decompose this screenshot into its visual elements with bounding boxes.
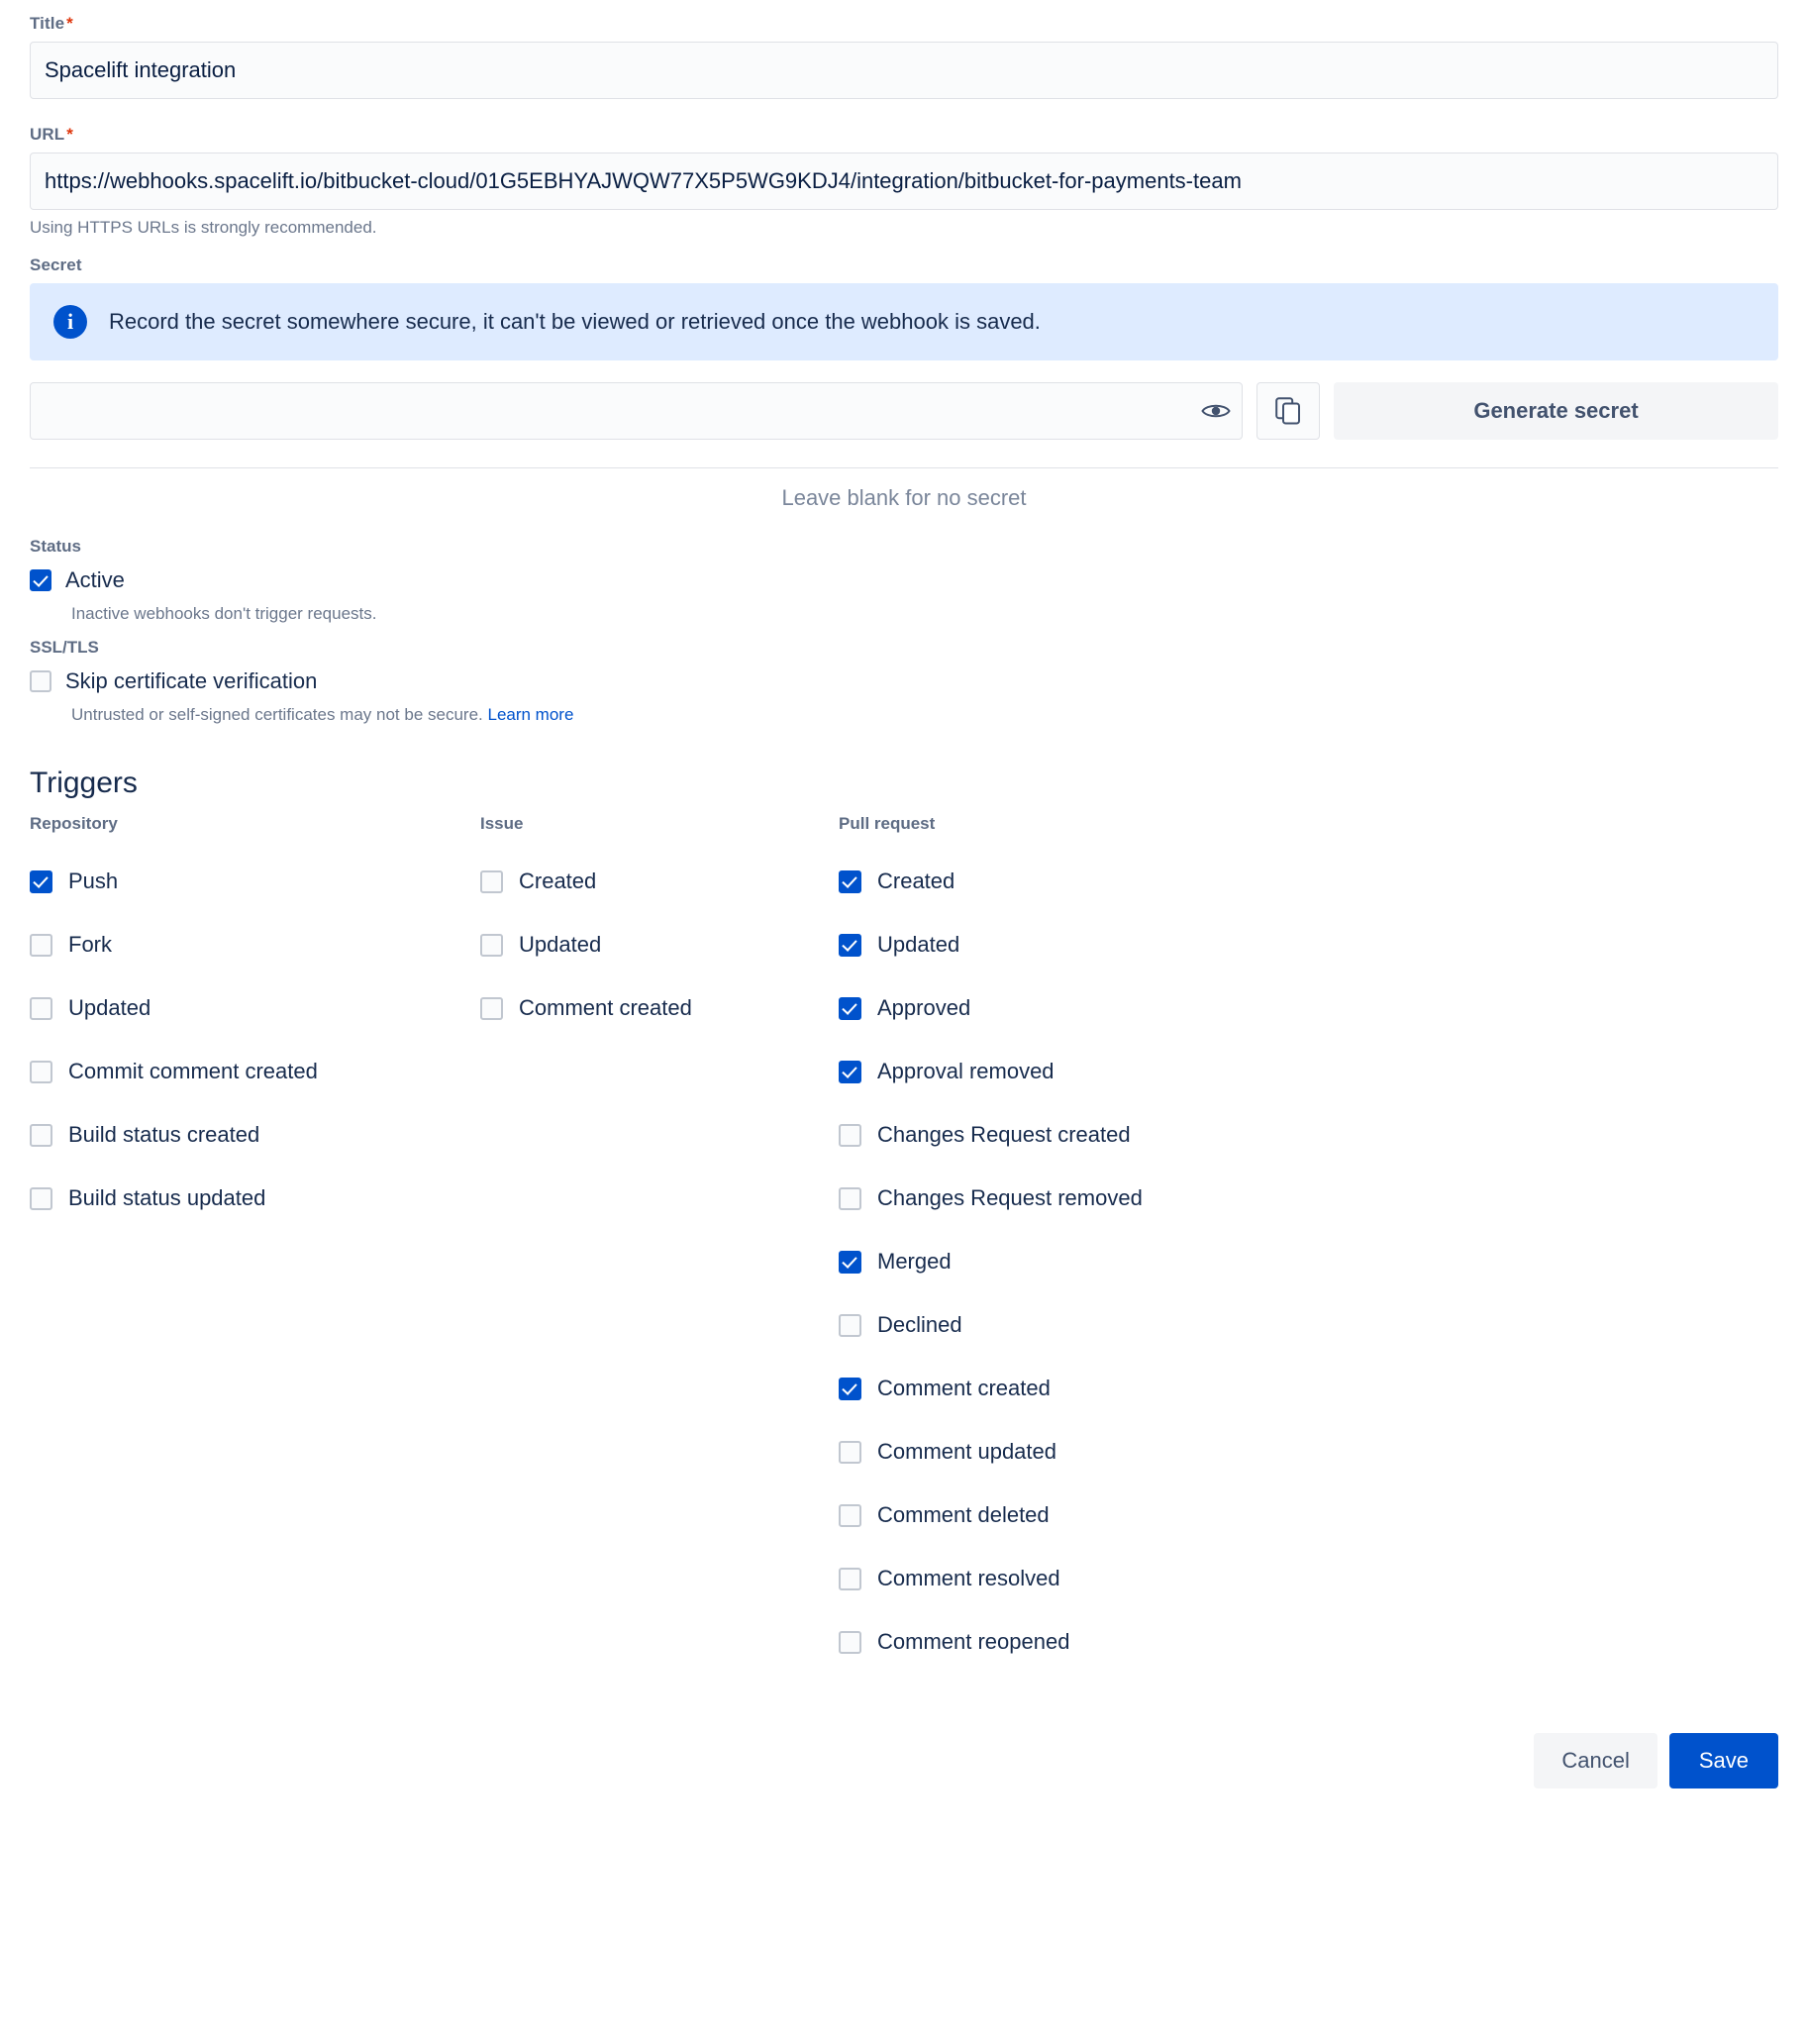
trigger-checkbox-pr-declined[interactable]: [839, 1314, 861, 1337]
trigger-row[interactable]: [839, 1167, 1433, 1230]
trigger-label[interactable]: Created: [519, 869, 597, 893]
trigger-label[interactable]: Comment created: [877, 1376, 1051, 1400]
trigger-row[interactable]: [839, 1547, 1433, 1610]
trigger-row[interactable]: [839, 1420, 1433, 1483]
status-group: [30, 537, 1778, 624]
skip-cert-row[interactable]: [30, 660, 1778, 703]
secret-input[interactable]: [30, 382, 1243, 440]
trigger-label[interactable]: Changes Request created: [877, 1122, 1131, 1147]
trigger-checkbox-repository-updated[interactable]: [30, 997, 52, 1020]
trigger-checkbox-pr-changes-request-removed[interactable]: [839, 1187, 861, 1210]
trigger-label[interactable]: Updated: [68, 995, 151, 1020]
trigger-label[interactable]: Created: [877, 869, 955, 893]
trigger-label[interactable]: Fork: [68, 932, 112, 957]
column-header-issue: Issue: [480, 814, 524, 833]
learn-more-link[interactable]: Learn more: [487, 705, 574, 724]
trigger-checkbox-issue-updated[interactable]: [480, 934, 503, 957]
trigger-row[interactable]: [30, 976, 480, 1040]
trigger-label[interactable]: Build status updated: [68, 1185, 266, 1210]
title-required-marker: *: [66, 14, 73, 33]
trigger-label[interactable]: Comment reopened: [877, 1629, 1070, 1654]
trigger-label[interactable]: Comment resolved: [877, 1566, 1060, 1590]
trigger-row[interactable]: [839, 1103, 1433, 1167]
trigger-checkbox-pr-merged[interactable]: [839, 1251, 861, 1274]
trigger-row[interactable]: [30, 1103, 480, 1167]
trigger-checkbox-pr-changes-request-created[interactable]: [839, 1124, 861, 1147]
trigger-row[interactable]: [839, 1230, 1433, 1293]
leave-blank-divider: [30, 463, 1778, 510]
generate-secret-button[interactable]: Generate secret: [1334, 382, 1778, 440]
trigger-row[interactable]: [480, 976, 839, 1040]
secret-label: Secret: [30, 256, 82, 274]
trigger-label[interactable]: Build status created: [68, 1122, 260, 1147]
copy-icon[interactable]: [1256, 382, 1320, 440]
skip-certificate-label[interactable]: Skip certificate verification: [65, 668, 318, 693]
trigger-checkbox-pr-comment-created[interactable]: [839, 1378, 861, 1400]
trigger-checkbox-pr-comment-resolved[interactable]: [839, 1568, 861, 1590]
active-checkbox[interactable]: [30, 569, 51, 591]
ssl-help-sentence: Untrusted or self-signed certificates may not be secure.: [71, 705, 483, 724]
trigger-checkbox-repository-commit-comment-created[interactable]: [30, 1061, 52, 1083]
trigger-label[interactable]: Merged: [877, 1249, 952, 1274]
column-header-pull-request: Pull request: [839, 814, 936, 833]
trigger-row[interactable]: [839, 1293, 1433, 1357]
trigger-row[interactable]: [839, 1040, 1433, 1103]
triggers-column-repository: [30, 814, 480, 1230]
title-label: [30, 14, 1778, 34]
trigger-row[interactable]: [480, 850, 839, 913]
active-label[interactable]: Active: [65, 567, 125, 592]
url-input[interactable]: [30, 153, 1778, 210]
ssl-help-text: [71, 703, 1778, 725]
trigger-label[interactable]: Push: [68, 869, 119, 893]
leave-blank-text: Leave blank for no secret: [781, 485, 1027, 510]
url-field-group: [30, 125, 1778, 238]
trigger-row[interactable]: [480, 913, 839, 976]
status-label: Status: [30, 537, 81, 556]
trigger-label[interactable]: Comment created: [519, 995, 692, 1020]
triggers-heading: Triggers: [30, 766, 138, 799]
title-field-group: [30, 14, 1778, 99]
trigger-label[interactable]: Comment deleted: [877, 1502, 1050, 1527]
trigger-checkbox-pr-updated[interactable]: [839, 934, 861, 957]
ssl-group: [30, 638, 1778, 725]
trigger-label[interactable]: Changes Request removed: [877, 1185, 1143, 1210]
trigger-label[interactable]: Updated: [519, 932, 602, 957]
status-active-row[interactable]: [30, 559, 1778, 602]
trigger-label[interactable]: Approval removed: [877, 1059, 1055, 1083]
trigger-row[interactable]: [30, 913, 480, 976]
triggers-column-issue: [480, 814, 839, 1040]
secret-info-text: Record the secret somewhere secure, it can't be viewed or retrieved once the webhook is saved.: [109, 309, 1041, 334]
trigger-checkbox-issue-comment-created[interactable]: [480, 997, 503, 1020]
url-label-text: URL: [30, 125, 65, 144]
form-actions: [30, 1674, 1778, 1816]
triggers-column-pull-request: [839, 814, 1433, 1674]
trigger-checkbox-repository-push[interactable]: [30, 870, 52, 893]
trigger-checkbox-pr-created[interactable]: [839, 870, 861, 893]
trigger-label[interactable]: Updated: [877, 932, 960, 957]
trigger-row[interactable]: [839, 1357, 1433, 1420]
url-helper-text: Using HTTPS URLs is strongly recommended.: [30, 218, 377, 237]
skip-certificate-checkbox[interactable]: [30, 670, 51, 692]
trigger-row[interactable]: [839, 1483, 1433, 1547]
eye-icon[interactable]: [1199, 394, 1233, 428]
trigger-row[interactable]: [839, 976, 1433, 1040]
trigger-label[interactable]: Approved: [877, 995, 971, 1020]
trigger-checkbox-pr-comment-deleted[interactable]: [839, 1504, 861, 1527]
status-help-text: Inactive webhooks don't trigger requests.: [71, 604, 377, 623]
cancel-button[interactable]: Cancel: [1534, 1733, 1657, 1788]
trigger-checkbox-pr-comment-updated[interactable]: [839, 1441, 861, 1464]
trigger-checkbox-repository-build-status-updated[interactable]: [30, 1187, 52, 1210]
trigger-row[interactable]: [839, 913, 1433, 976]
trigger-checkbox-pr-approval-removed[interactable]: [839, 1061, 861, 1083]
secret-field-group: [30, 256, 1778, 510]
trigger-checkbox-repository-fork[interactable]: [30, 934, 52, 957]
trigger-row[interactable]: [839, 850, 1433, 913]
trigger-row[interactable]: [30, 1167, 480, 1230]
save-button[interactable]: Save: [1669, 1733, 1778, 1788]
url-label: [30, 125, 1778, 145]
url-required-marker: *: [66, 125, 73, 144]
trigger-row[interactable]: [30, 1040, 480, 1103]
column-header-repository: Repository: [30, 814, 118, 833]
secret-info-banner: [30, 283, 1778, 360]
trigger-checkbox-pr-approved[interactable]: [839, 997, 861, 1020]
title-input[interactable]: [30, 42, 1778, 99]
trigger-label[interactable]: Comment updated: [877, 1439, 1056, 1464]
trigger-checkbox-repository-build-status-created[interactable]: [30, 1124, 52, 1147]
trigger-row[interactable]: [839, 1610, 1433, 1674]
triggers-columns: [30, 814, 1778, 1674]
trigger-label[interactable]: Declined: [877, 1312, 962, 1337]
trigger-checkbox-pr-comment-reopened[interactable]: [839, 1631, 861, 1654]
title-label-text: Title: [30, 14, 65, 33]
secret-controls-row: [30, 382, 1778, 440]
trigger-checkbox-issue-created[interactable]: [480, 870, 503, 893]
trigger-row[interactable]: [30, 850, 480, 913]
ssl-label: SSL/TLS: [30, 638, 99, 657]
info-icon: i: [53, 305, 87, 339]
secret-input-wrapper: [30, 382, 1243, 440]
trigger-label[interactable]: Commit comment created: [68, 1059, 318, 1083]
